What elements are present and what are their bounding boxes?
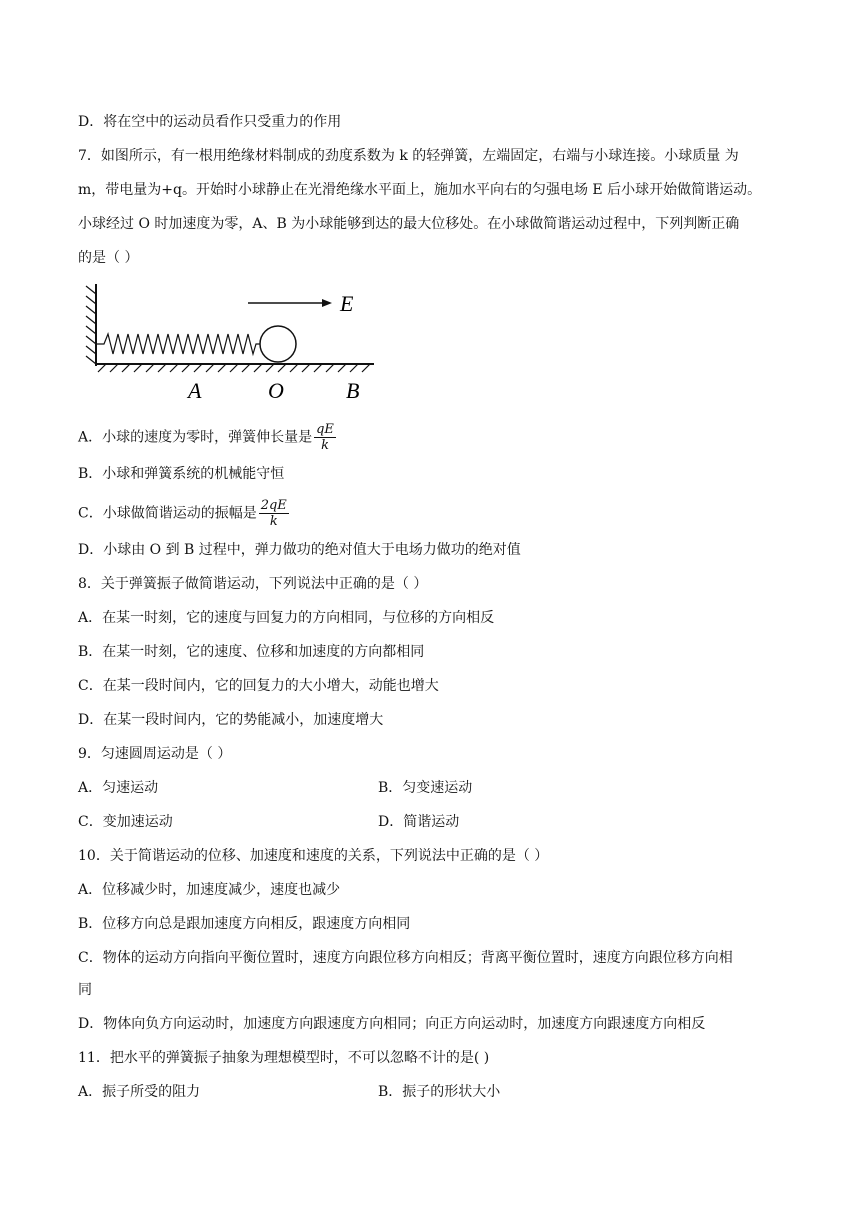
- label-o: O: [268, 378, 284, 403]
- q8-option-c: C．在某一段时间内，它的回复力的大小增大，动能也增大: [78, 678, 439, 694]
- q7-option-c: C．小球做简谐运动的振幅是 $\frac{2qE}{k}$: [78, 498, 287, 529]
- q9-option-c: C．变加速运动: [78, 814, 173, 830]
- label-b: B: [346, 378, 360, 403]
- fraction-qe-k: $\frac{qE}{k}$: [316, 422, 334, 453]
- q8-option-b: B．在某一时刻，它的速度、位移和加速度的方向都相同: [78, 644, 425, 660]
- q7-option-a: A．小球的速度为零时，弹簧伸长量是 $\frac{qE}{k}$: [78, 422, 334, 453]
- q7-option-d: D．小球由 O 到 B 过程中，弹力做功的绝对值大于电场力做功的绝对值: [78, 542, 521, 558]
- q11-option-b: B．振子的形状大小: [378, 1084, 501, 1100]
- q10-option-c-line2: 同: [78, 982, 92, 998]
- q8-option-d: D．在某一段时间内，它的势能减小，加速度增大: [78, 712, 384, 728]
- label-a: A: [188, 378, 202, 403]
- q7-option-b: B．小球和弹簧系统的机械能守恒: [78, 466, 285, 482]
- q9-option-b: B．匀变速运动: [378, 780, 473, 796]
- q10-stem: 10．关于简谐运动的位移、加速度和速度的关系，下列说法中正确的是（ ）: [78, 848, 549, 864]
- fraction-2qe-k: $\frac{2qE}{k}$: [260, 498, 287, 529]
- q7-stem-line1: 7．如图所示，有一根用绝缘材料制成的劲度系数为 k 的轻弹簧，左端固定，右端与小球连接。小球质量 为: [78, 148, 739, 164]
- q11-option-a: A．振子所受的阻力: [78, 1084, 201, 1100]
- q9-stem: 9．匀速圆周运动是（ ）: [78, 746, 232, 762]
- q7-stem-line2: m，带电量为+q。开始时小球静止在光滑绝缘水平面上，施加水平向右的匀强电场 E 后小球开始做简谐运动。: [78, 182, 762, 198]
- q7-stem-line3: 小球经过 O 时加速度为零，A、B 为小球能够到达的最大位移处。在小球做简谐运动过程中，下列判断正确: [78, 216, 740, 232]
- q8-option-a: A．在某一时刻，它的速度与回复力的方向相同，与位移的方向相反: [78, 610, 495, 626]
- q10-option-d: D．物体向负方向运动时，加速度方向跟速度方向相同；向正方向运动时，加速度方向跟速度方向相反: [78, 1016, 706, 1032]
- q10-option-c-line1: C．物体的运动方向指向平衡位置时，速度方向跟位移方向相反；背离平衡位置时，速度方向跟位移方向相: [78, 950, 733, 966]
- q10-option-b: B．位移方向总是跟加速度方向相反，跟速度方向相同: [78, 916, 411, 932]
- q11-stem: 11．把水平的弹簧振子抽象为理想模型时，不可以忽略不计的是( ): [78, 1050, 490, 1066]
- q6-option-d: D．将在空中的运动员看作只受重力的作用: [78, 114, 342, 130]
- q8-stem: 8．关于弹簧振子做简谐运动，下列说法中正确的是（ ）: [78, 576, 428, 592]
- spring-ball-diagram: [82, 284, 382, 404]
- q7-stem-line4: 的是（ ）: [78, 250, 139, 266]
- q9-option-a: A．匀速运动: [78, 780, 159, 796]
- q10-option-a: A．位移减少时，加速度减少，速度也减少: [78, 882, 341, 898]
- q9-option-d: D．简谐运动: [378, 814, 460, 830]
- field-label: E: [340, 291, 354, 316]
